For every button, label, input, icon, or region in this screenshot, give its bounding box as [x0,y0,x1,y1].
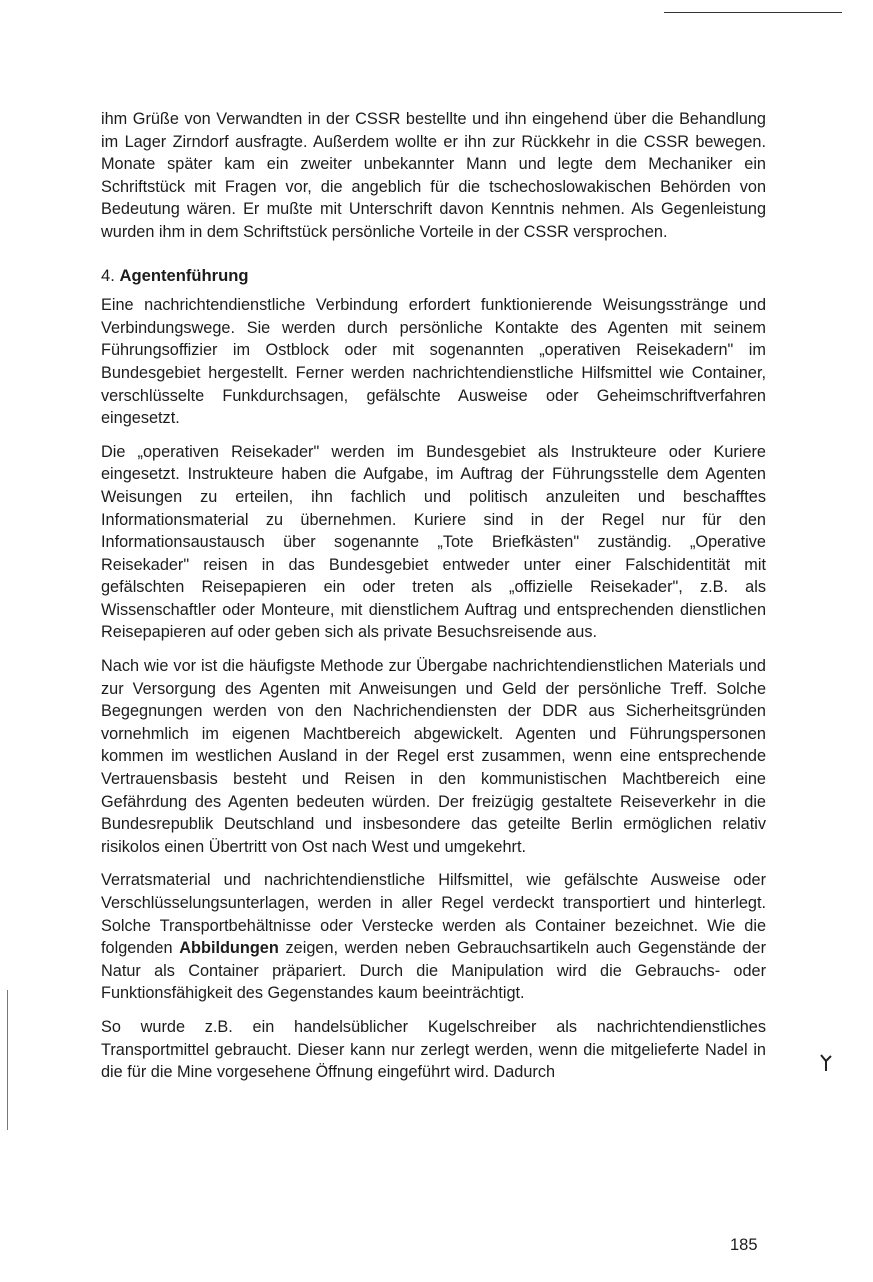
paragraph-reisekader: Die „operativen Reisekader" werden im Bundesgebiet als Instrukteure oder Kuriere eingesetzt. Instrukteure haben die Aufgabe, im Auftrag der Führungsstelle dem Agenten Weisungen zu erteilen, ihn fachlich und politisch anzuleiten und beschafftes Informationsmaterial zu übernehmen. Kuriere sind in der Regel nur für den Informationsaustausch über sogenannte „Tote Briefkästen" zuständig. „Operative Reisekader" reisen in das Bundesgebiet entweder unter einer Falschidentität mit gefälschten Reisepapieren ein oder treten als „offizielle Reisekader", z.B. als Wissenschaftler oder Monteure, mit dienstlichem Auftrag und entsprechenden dienstlichen Reisepapieren auf oder geben sich als private Besuchsreisende aus. [101,442,766,642]
paragraph-treff: Nach wie vor ist die häufigste Methode zur Übergabe nachrichtendienstlichen Materials und zur Versorgung des Agenten mit Anweisungen und Geld der persönliche Treff. Solche Begegnungen werden von den Nachrichendiensten der DDR aus Sicherheitsgründen vornehmlich im eigenen Machtbereich abgewickelt. Agenten und Führungspersonen kommen im westlichen Ausland in der Regel erst zusammen, wenn eine entsprechende Vertrauensbasis besteht und Reisen in den kommunistischen Machtbereich eine Gefährdung des Agenten bedeuten würden. Der freizügig gestaltete Reiseverkehr in die Bundesrepublik Deutschland und insbesondere das geteilte Berlin ermöglichen relativ risikolos einen Übertritt von Ost nach West und umgekehrt. [101,657,766,856]
paragraph-container-text-start: Verratsmaterial und nachrichtendienstliche Hilfsmittel, wie gefälschte Ausweise oder Verschlüsselungsunterlagen, werden in aller Regel verdeckt transportiert und hinterlegt. Solche Transportbehältnisse oder Verstecke werden als Container bezeichnet. Wie die folgenden [101,871,766,958]
section-number: 4. [101,265,115,285]
section-title: Agentenführung [119,265,249,285]
paragraph-kugelschreiber: So wurde z.B. ein handelsüblicher Kugelschreiber als nachrichtendienstliches Transportmittel gebraucht. Dieser kann nur zerlegt werden, wenn die mitgelieferte Nadel in die für die Mine vorgesehene Öffnung eingeführt wird. Dadurch [101,1017,766,1082]
margin-mark-icon [819,1052,833,1074]
paragraph-container [101,869,766,1005]
paragraph-container-bold: Abbildungen [179,939,279,958]
paragraph-continuation: ihm Grüße von Verwandten in der CSSR bestellte und ihn eingehend über die Behandlung im Lager Zirndorf ausfragte. Außerdem wollte er ihn zur Rückkehr in die CSSR bewegen. Monate später kam ein zweiter unbekannter Mann und legte dem Mechaniker ein Schriftstück mit Fragen vor, die angeblich für die tschechoslowakischen Behörden von Bedeutung wären. Er mußte mit Unterschrift davon Kenntnis nehmen. Als Gegenleistung wurden ihm in dem Schriftstück persönliche Vorteile in der CSSR versprochen. [101,110,766,241]
page-number: 185 [730,1236,758,1254]
margin-line [7,990,8,1130]
paragraph-container-text-end: zeigen, werden neben Gebrauchsartikeln auch Gegenstände der Natur als Container präpariert. Durch die Manipulation wird die Gebrauchs- oder Funktionsfähigkeit des Gegenstandes kaum beeinträchtigt. [101,939,766,1003]
body-text [101,108,766,1095]
top-rule [664,12,842,13]
section-heading [101,265,766,288]
paragraph-intro: Eine nachrichtendienstliche Verbindung erfordert funktionierende Weisungsstränge und Verbindungswege. Sie werden durch persönliche Kontakte des Agenten mit seinem Führungsoffizier im Ostblock oder mit sogenannten „operativen Reisekadern" im Bundesgebiet hergestellt. Ferner werden nachrichtendienstliche Hilfsmittel wie Container, verschlüsselte Funkdurchsagen, gefälschte Ausweise oder Geheimschriftverfahren eingesetzt. [101,296,766,428]
